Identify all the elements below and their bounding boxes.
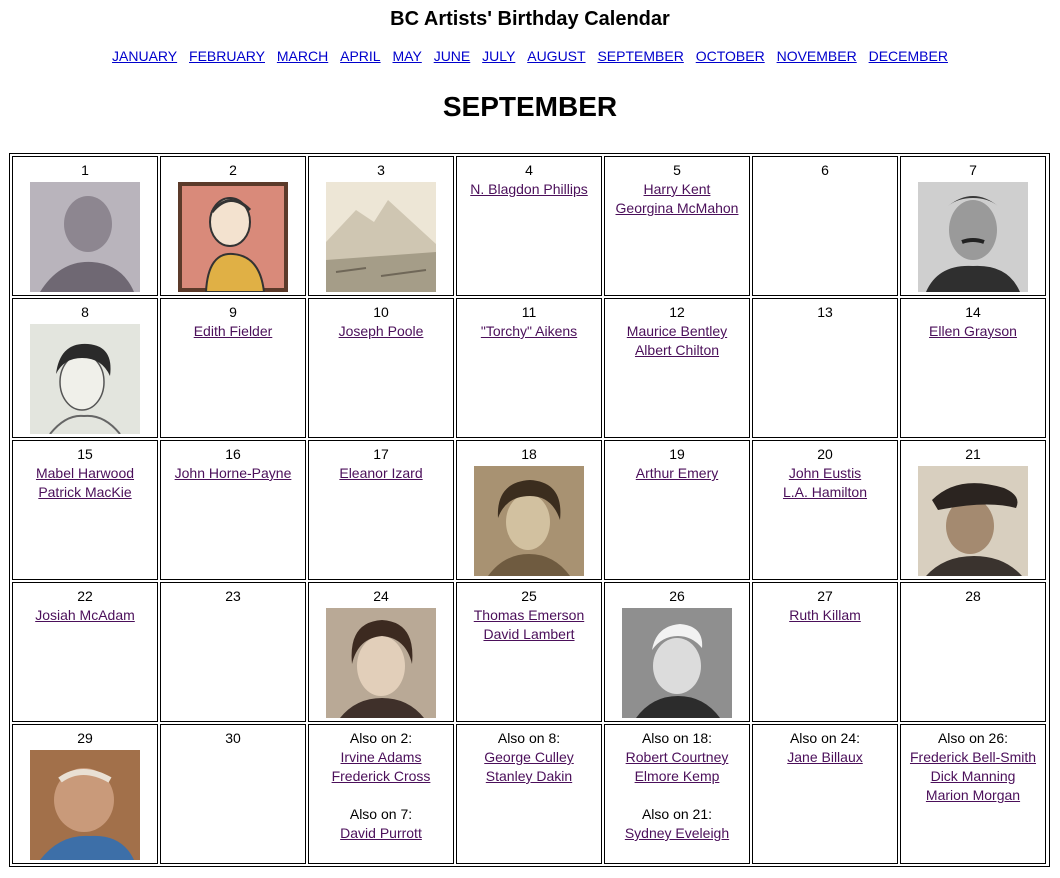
day-cell — [900, 298, 1046, 438]
artist-photo-woman-sketch[interactable] — [30, 324, 140, 434]
day-number: 2 — [229, 162, 237, 178]
day-cell — [752, 440, 898, 580]
artist-photo-woman-dark-hair[interactable] — [326, 608, 436, 718]
day-number: 1 — [81, 162, 89, 178]
day-cell — [604, 440, 750, 580]
artist-link[interactable]: Patrick MacKie — [38, 484, 132, 500]
day-cell — [752, 582, 898, 722]
artist-link[interactable]: L.A. Hamilton — [782, 484, 868, 500]
day-number: 24 — [373, 588, 389, 604]
day-number: 3 — [377, 162, 385, 178]
month-link-february[interactable]: FEBRUARY — [189, 48, 265, 64]
month-link-june[interactable]: JUNE — [433, 48, 471, 64]
artist-link[interactable]: John Horne-Payne — [174, 465, 292, 481]
day-number: 30 — [225, 730, 241, 746]
page-title: BC Artists' Birthday Calendar — [390, 8, 670, 30]
artist-link[interactable]: Stanley Dakin — [485, 768, 573, 784]
also-label: Also on 21: — [641, 806, 713, 822]
day-cell — [160, 582, 306, 722]
artist-link[interactable]: Eleanor Izard — [339, 465, 423, 481]
artist-link[interactable]: Sydney Eveleigh — [624, 825, 730, 841]
artist-photo-young-boy[interactable] — [622, 608, 732, 718]
also-cell — [456, 724, 602, 864]
day-number: 25 — [521, 588, 537, 604]
also-cell — [308, 724, 454, 864]
day-cell — [12, 298, 158, 438]
month-link-september[interactable]: SEPTEMBER — [597, 48, 684, 64]
day-cell — [604, 582, 750, 722]
also-cell — [604, 724, 750, 864]
day-number: 23 — [225, 588, 241, 604]
artist-link[interactable]: Josiah McAdam — [35, 607, 135, 623]
artist-link[interactable]: David Lambert — [483, 626, 575, 642]
day-cell — [160, 724, 306, 864]
artist-link[interactable]: Marion Morgan — [925, 787, 1021, 803]
artist-photo-elderly-man-profile[interactable] — [30, 750, 140, 860]
day-cell — [900, 440, 1046, 580]
artist-link[interactable]: Mabel Harwood — [35, 465, 135, 481]
artist-link[interactable]: Georgina McMahon — [615, 200, 739, 216]
day-number: 15 — [77, 446, 93, 462]
artist-link[interactable]: Elmore Kemp — [634, 768, 720, 784]
artist-link[interactable]: Ruth Killam — [789, 607, 861, 623]
day-cell — [160, 298, 306, 438]
artist-link[interactable]: Arthur Emery — [635, 465, 719, 481]
month-link-july[interactable]: JULY — [482, 48, 516, 64]
day-number: 16 — [225, 446, 241, 462]
day-cell — [12, 440, 158, 580]
month-link-august[interactable]: AUGUST — [527, 48, 586, 64]
month-link-may[interactable]: MAY — [392, 48, 422, 64]
day-number: 28 — [965, 588, 981, 604]
day-number: 6 — [821, 162, 829, 178]
day-number: 14 — [965, 304, 981, 320]
calendar-table — [9, 153, 1050, 867]
day-cell — [604, 156, 750, 296]
month-link-november[interactable]: NOVEMBER — [776, 48, 857, 64]
day-number: 12 — [669, 304, 685, 320]
artist-link[interactable]: Thomas Emerson — [473, 607, 585, 623]
artist-link[interactable]: Jane Billaux — [787, 749, 863, 765]
day-number: 5 — [673, 162, 681, 178]
also-label: Also on 26: — [937, 730, 1009, 746]
also-label: Also on 8: — [497, 730, 561, 746]
artist-link[interactable]: Robert Courtney — [625, 749, 729, 765]
calendar-grid — [12, 156, 1046, 864]
day-cell — [160, 440, 306, 580]
day-number: 17 — [373, 446, 389, 462]
day-number: 11 — [521, 304, 537, 320]
artist-photo-man-beret[interactable] — [918, 466, 1028, 576]
day-cell — [456, 440, 602, 580]
day-number: 18 — [521, 446, 537, 462]
day-number: 8 — [81, 304, 89, 320]
day-number: 4 — [525, 162, 533, 178]
day-cell — [12, 724, 158, 864]
also-label: Also on 24: — [789, 730, 861, 746]
artist-link[interactable]: John Eustis — [788, 465, 862, 481]
day-number: 26 — [669, 588, 685, 604]
day-cell — [752, 156, 898, 296]
also-cell — [752, 724, 898, 864]
day-number: 27 — [817, 588, 833, 604]
artist-photo-man-moustache[interactable] — [918, 182, 1028, 292]
also-label: Also on 7: — [349, 806, 413, 822]
artist-link[interactable]: Irvine Adams — [340, 749, 422, 765]
day-number: 9 — [229, 304, 237, 320]
artist-link[interactable]: David Purrott — [340, 825, 422, 841]
month-nav — [0, 48, 1060, 68]
artist-link[interactable]: Joseph Poole — [338, 323, 424, 339]
month-link-march[interactable]: MARCH — [276, 48, 329, 64]
artist-photo-grey-portrait[interactable] — [30, 182, 140, 292]
day-number: 20 — [817, 446, 833, 462]
month-link-december[interactable]: DECEMBER — [868, 48, 948, 64]
artist-link[interactable]: Maurice Bentley — [626, 323, 728, 339]
spacer — [309, 786, 453, 805]
artwork-mountain-landscape[interactable] — [326, 182, 436, 292]
day-number: 29 — [77, 730, 93, 746]
day-cell — [752, 298, 898, 438]
artist-link[interactable]: Harry Kent — [643, 181, 711, 197]
day-number: 7 — [969, 162, 977, 178]
spacer — [605, 786, 749, 805]
day-cell — [308, 156, 454, 296]
artist-link[interactable]: Albert Chilton — [634, 342, 720, 358]
also-label: Also on 2: — [349, 730, 413, 746]
artist-link[interactable]: N. Blagdon Phillips — [470, 181, 588, 197]
day-cell — [12, 582, 158, 722]
artist-link[interactable]: Frederick Cross — [331, 768, 431, 784]
day-cell — [456, 298, 602, 438]
day-cell — [604, 298, 750, 438]
day-number: 22 — [77, 588, 93, 604]
day-number: 10 — [373, 304, 389, 320]
also-cell — [900, 724, 1046, 864]
month-link-january[interactable]: JANUARY — [112, 48, 178, 64]
day-cell — [308, 582, 454, 722]
artist-photo-sepia-woman[interactable] — [474, 466, 584, 576]
day-cell — [456, 156, 602, 296]
day-cell — [12, 156, 158, 296]
artist-link[interactable]: Ellen Grayson — [929, 323, 1017, 339]
day-cell — [160, 156, 306, 296]
day-number: 13 — [817, 304, 833, 320]
artist-photo-cartoon-portrait[interactable] — [178, 182, 288, 292]
day-number: 19 — [669, 446, 685, 462]
artist-link[interactable]: Edith Fielder — [193, 323, 273, 339]
day-cell — [456, 582, 602, 722]
day-cell — [308, 298, 454, 438]
artist-link[interactable]: "Torchy" Aikens — [480, 323, 578, 339]
day-cell — [308, 440, 454, 580]
day-cell — [900, 582, 1046, 722]
artist-link[interactable]: George Culley — [484, 749, 574, 765]
day-number: 21 — [965, 446, 981, 462]
day-cell — [900, 156, 1046, 296]
month-heading: SEPTEMBER — [442, 91, 618, 122]
month-link-april[interactable]: APRIL — [340, 48, 381, 64]
month-link-october[interactable]: OCTOBER — [695, 48, 765, 64]
artist-link[interactable]: Frederick Bell-Smith — [909, 749, 1037, 765]
artist-link[interactable]: Dick Manning — [930, 768, 1016, 784]
also-label: Also on 18: — [641, 730, 713, 746]
